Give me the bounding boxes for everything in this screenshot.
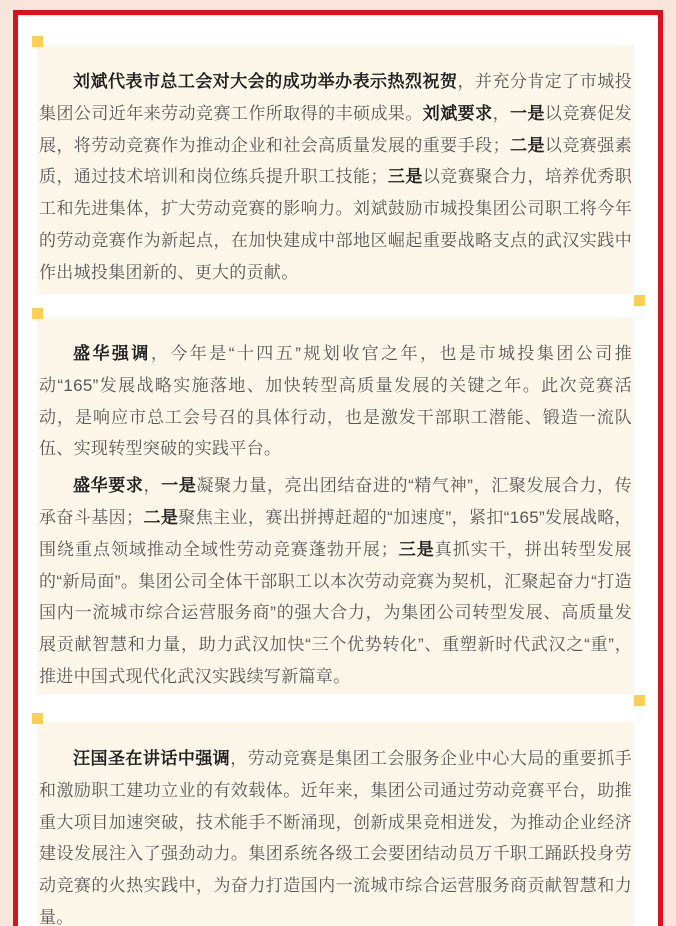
- bold-text-run: 一是: [510, 103, 545, 123]
- bold-text-run: 刘斌代表市总工会对大会的成功举办表示热烈祝贺: [73, 72, 458, 91]
- text-run: 以竞赛强素质，通过技术培训和岗位练兵提升职工技能；: [39, 135, 633, 187]
- bold-text-run: 盛华要求: [73, 476, 144, 496]
- corner-accent-square-icon: [32, 36, 43, 47]
- text-run: ，并充分肯定了市城投集团公司近年来劳动竞赛工作所取得的丰硕成果。: [39, 72, 633, 123]
- corner-accent-square-icon: [32, 308, 43, 319]
- speech-card-shenghua: [37, 317, 634, 694]
- bold-text-run: 汪国圣在讲话中强调: [73, 749, 231, 768]
- corner-accent-square-icon: [634, 295, 645, 306]
- text-run: 以竞赛促发展，将劳动竞赛作为推动企业和社会高质量发展的重要手段；: [39, 103, 632, 155]
- speech-paragraph: [39, 66, 632, 289]
- text-run: ，劳动竞赛是集团工会服务企业中心大局的重要抓手和激励职工建功立业的有效载体。近年来，集团公司通过劳动竞赛平台，助推重大项目加速突破，技术能手不断涌现，创新成果竞相迸发，为推动企业经济建设发展注入了强劲动力。集团系统各级工会要团结动员万千职工踊跃投身劳动竞赛的火热实践中，为奋力打造国内一流城市综合运营服务商贡献智慧和力量。: [39, 749, 632, 926]
- speech-card-liubin: [37, 45, 634, 294]
- text-run: 聚焦主业，赛出拼搏赶超的“加速度”，紧扣“165”发展战略，围绕重点领域推动全域性劳动竞赛蓬勃开展；: [39, 507, 632, 559]
- speech-paragraph: [39, 743, 632, 926]
- text-run: 凝聚力量，亮出团结奋进的“精气神”，汇聚发展合力，传承奋斗基因；: [39, 476, 632, 527]
- text-run: 以竞赛聚合力，培养优秀职工和先进集体，扩大劳动竞赛的影响力。刘斌鼓励市城投集团公司职工将今年的劳动竞赛作为新起点，在加快建成中部地区崛起重要战略支点的武汉实践中作出城投集团新的、更大的贡献。: [39, 167, 633, 282]
- bold-text-run: 三是: [398, 539, 435, 559]
- speech-paragraph: [39, 470, 632, 693]
- bold-text-run: 盛华强调: [73, 344, 151, 363]
- speech-paragraph: [39, 338, 632, 465]
- speech-card-wangguosheng: [37, 722, 634, 926]
- corner-accent-square-icon: [634, 695, 645, 706]
- text-run: ，今年是“十四五”规划收官之年，也是市城投集团公司推动“165”发展战略实施落地、加快转型高质量发展的关键之年。此次竞赛活动，是响应市总工会号召的具体行动，也是激发干部职工潜能、锻造一流队伍、实现转型突破的实践平台。: [39, 344, 633, 459]
- bold-text-run: 二是: [143, 507, 179, 527]
- text-run: ，: [143, 476, 162, 496]
- bold-text-run: 一是: [161, 476, 197, 496]
- bold-text-run: 三是: [387, 167, 423, 187]
- bold-text-run: 刘斌要求: [422, 103, 493, 123]
- bold-text-run: 二是: [509, 135, 545, 155]
- text-run: ，: [492, 103, 511, 123]
- corner-accent-square-icon: [32, 713, 43, 724]
- text-run: 真抓实干，拼出转型发展的“新局面”。集团公司全体干部职工以本次劳动竞赛为契机，汇聚起奋力“打造国内一流城市综合运营服务商”的强大合力，为集团公司转型发展、高质量发展贡献智慧和力量，助力武汉加快“三个优势转化”、重塑新时代武汉之“重”，推进中国式现代化武汉实践续写新篇章。: [39, 539, 632, 686]
